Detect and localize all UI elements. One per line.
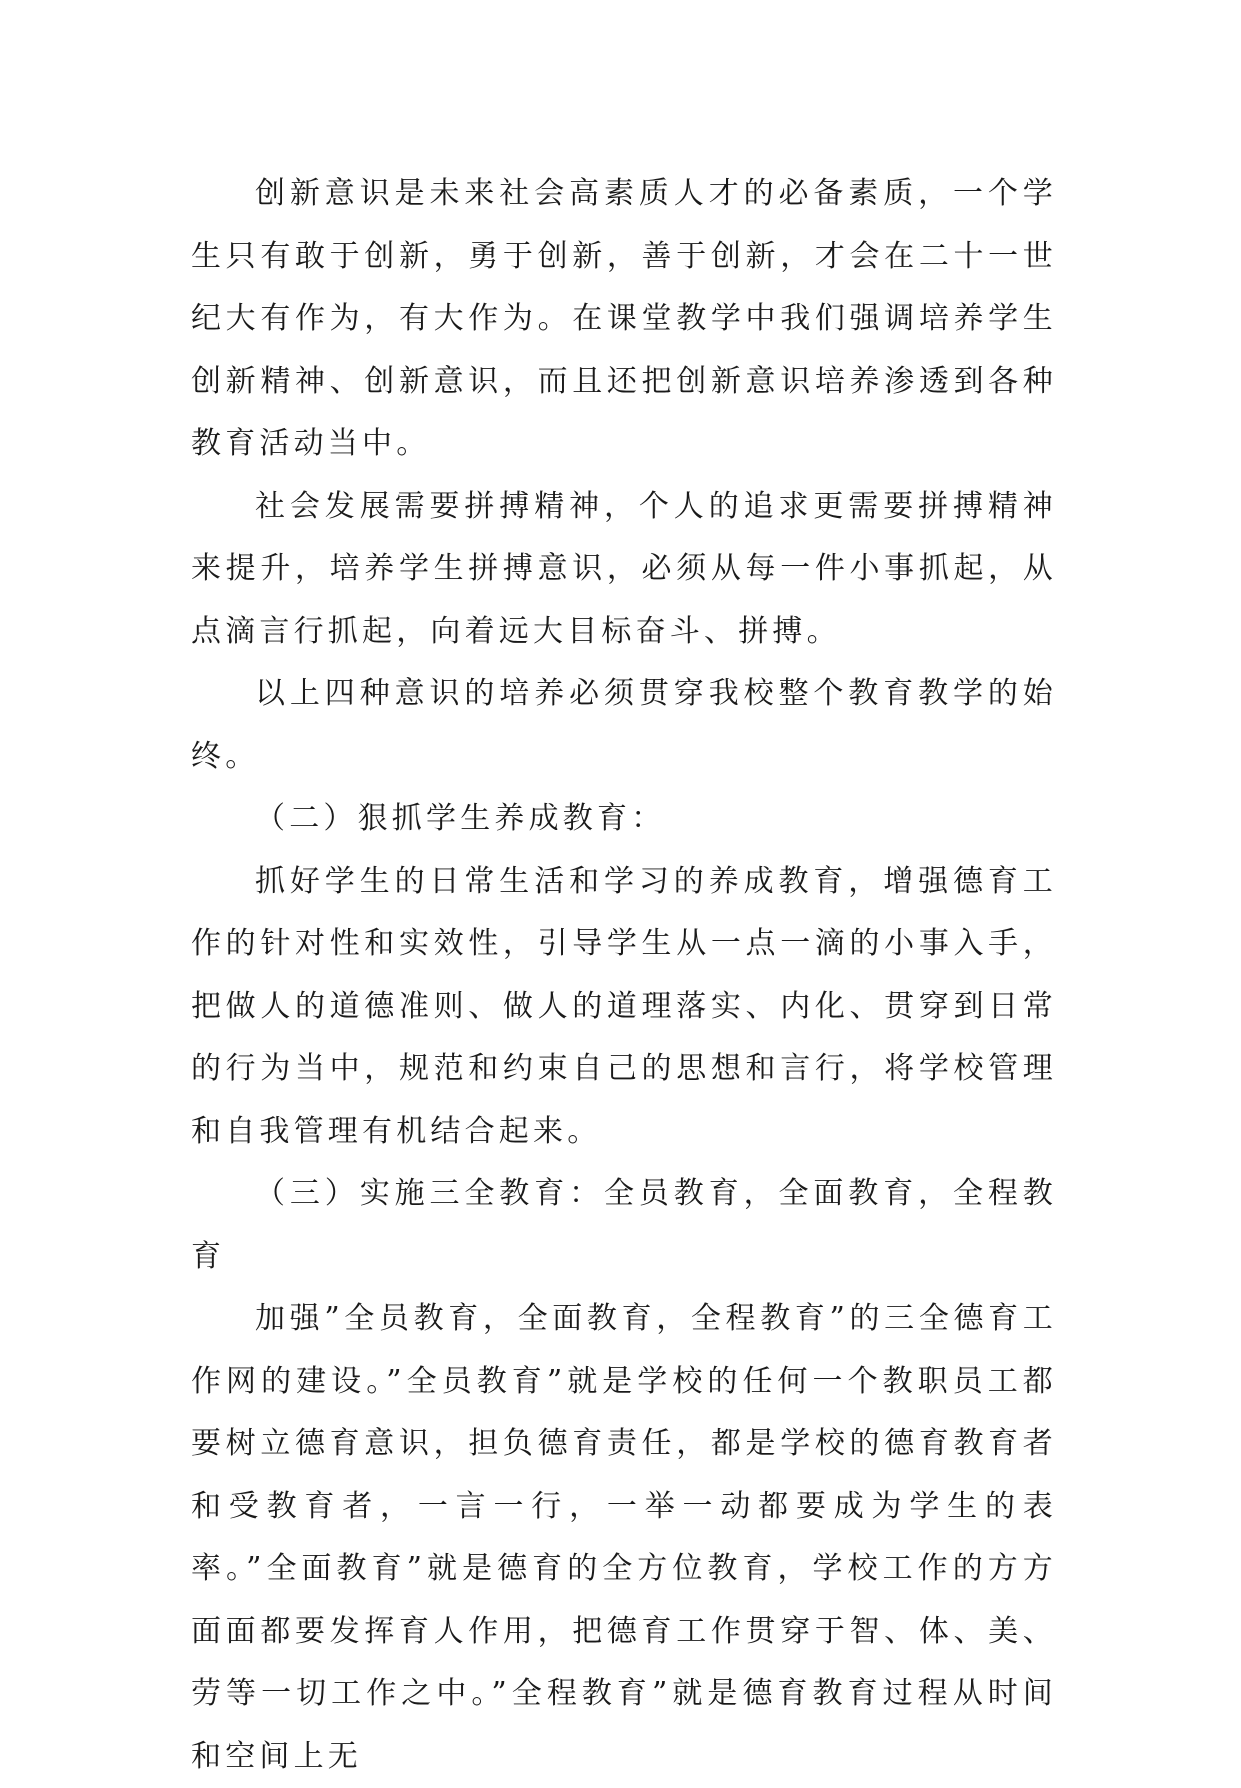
paragraph-habit-education: 抓好学生的日常生活和学习的养成教育，增强德育工作的针对性和实效性，引导学生从一点一滴的小事入手，把做人的道德准则、做人的道理落实、内化、贯穿到日常的行为当中，规范和约束自己的思想和言行，将学校管理和自我管理有机结合起来。 (191, 863, 1057, 1149)
section-heading-habit-education: （二）狠抓学生养成教育： (255, 801, 666, 836)
paragraph-innovation: 创新意识是未来社会高素质人才的必备素质，一个学生只有敢于创新，勇于创新，善于创新，才会在二十一世纪大有作为，有大作为。在课堂教学中我们强调培养学生创新精神、创新意识，而且还把创新意识培养渗透到各种教育活动当中。 (191, 176, 1057, 461)
paragraph-striving: 社会发展需要拼搏精神，个人的追求更需要拼搏精神来提升，培养学生拼搏意识，必须从每一件小事抓起，从点滴言行抓起，向着远大目标奋斗、拼搏。 (191, 488, 1057, 649)
section-heading-three-full-education: （三）实施三全教育：全员教育，全面教育，全程教育 (191, 1176, 1057, 1274)
paragraph-three-full-education: 加强”全员教育，全面教育，全程教育”的三全德育工作网的建设。”全员教育”就是学校的任何一个教职员工都要树立德育意识，担负德育责任，都是学校的德育教育者和受教育者，一言一行，一举一动都要成为学生的表率。”全面教育”就是德育的全方位教育，学校工作的方方面面都要发挥育人作用，把德育工作贯穿于智、体、美、劳等一切工作之中。”全程教育”就是德育教育过程从时间和空间上无 (191, 1301, 1057, 1774)
document-body (191, 163, 1057, 1788)
paragraph-four-awareness: 以上四种意识的培养必须贯穿我校整个教育教学的始终。 (191, 676, 1057, 774)
